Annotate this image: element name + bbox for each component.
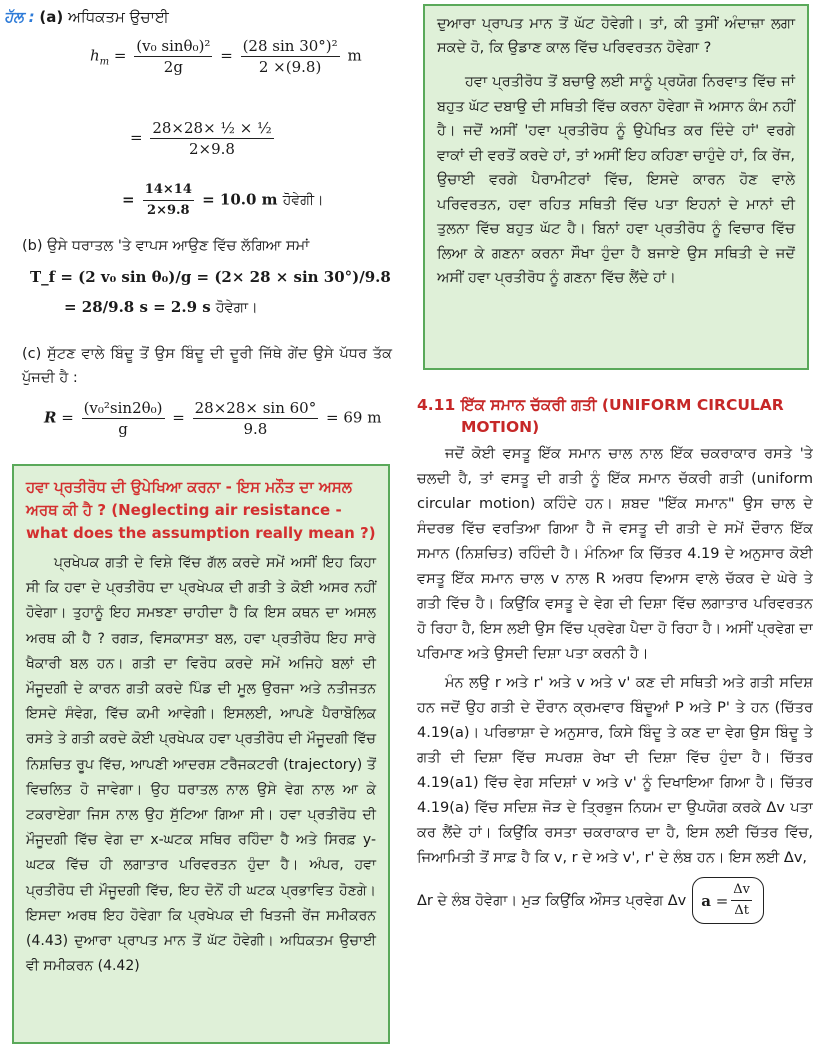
eq1-rhs-num: (28 sin 30°)² — [242, 37, 338, 55]
avg-accel-lhs: a — [701, 891, 711, 910]
eq2-num: 28×28× ½ × ½ — [152, 119, 272, 137]
section-heading — [417, 394, 813, 438]
section-title: ਇੱਕ ਸਮਾਨ ਚੱਕਰੀ ਗਤੀ (UNIFORM CIRCULAR MOTION) — [461, 396, 784, 436]
eq1-rhs-den: 2 ×(9.8) — [258, 58, 322, 76]
equation-3: = $\frac{14\times 14}{2\times 9.8}$ = 10.0 m ਹੋਵੇਗੀ। — [122, 180, 324, 221]
r-frac-lhs — [82, 398, 165, 439]
r-rhs-num: 28×28× sin 60° — [194, 399, 317, 417]
section-para3-text: Δr ਦੇ ਲੰਬ ਹੋਵੇਗਾ। ਮੁੜ ਕਿਉਂਕਿ ਔਸਤ ਪ੍ਰਵੇਗ Δv — [417, 892, 687, 909]
air-resistance-box-left — [12, 464, 390, 1044]
section-4-11 — [417, 394, 813, 924]
hm-symbol: h — [90, 46, 100, 65]
box-right-para2: ਹਵਾ ਪ੍ਰਤੀਰੋਧ ਤੋਂ ਬਚਾਉ ਲਈ ਸਾਨੂੰ ਪ੍ਰਯੋਗ ਨਿਰਵਾਤ ਵਿੱਚ ਜਾਂ ਬਹੁਤ ਘੱਟ ਦਬਾਉ ਦੀ ਸਥਿਤੀ ਵਿੱਚ ਕਰਨਾ ਹੋਵੇਗਾ ਜੋ ਅਸਾਨ ਕੰਮ ਨਹੀਂ ਹੈ। ਜਦੋਂ ਅਸੀਂ 'ਹਵਾ ਪ੍ਰਤੀਰੋਧ ਨੂੰ ਉਪੇਖਿਤ ਕਰ ਦਿੰਦੇ ਹਾਂ' ਵਰਗੇ ਵਾਕਾਂ ਦੀ ਵਰਤੋਂ ਕਰਦੇ ਹਾਂ, ਤਾਂ ਅਸੀਂ ਇਹ ਕਹਿਣਾ ਚਾਹੁੰਦੇ ਹਾਂ, ਕਿ ਰੇਂਜ, ਉਚਾਈ ਵਰਗੇ ਪੈਰਾਮੀਟਰਾਂ ਵਿੱਚ, ਇਸਦੇ ਕਾਰਨ ਹੋਣ ਵਾਲੇ ਪਰਿਵਰਤਨ, ਹਵਾ ਰਹਿਤ ਸਥਿਤੀ ਵਿੱਚ ਪਤਾ ਇਹਨਾਂ ਦੇ ਮਾਨਾਂ ਦੀ ਤੁਲਨਾ ਵਿੱਚ ਬਹੁਤ ਘੱਟ ਹੈ। ਬਿਨਾਂ ਹਵਾ ਪ੍ਰਤੀਰੋਧ ਨੂੰ ਵਿਚਾਰ ਵਿੱਚ ਲਿਆ ਕੇ ਗਣਨਾ ਕਰਨਾ ਸੌਖਾ ਹੁੰਦਾ ਹੈ ਬਜਾਏ ਉਸ ਸਥਿਤੀ ਦੇ ਜਦੋਂ ਅਸੀਂ ਹਵਾ ਪ੍ਰਤੀਰੋਧ ਨੂੰ ਗਣਨਾ ਵਿੱਚ ਲੈਂਦੇ ਹਾਂ। — [437, 74, 795, 286]
part-b-eq1: T_f = (2 v₀ sin θ₀)/g = (2× 28 × sin 30°)/9.8 — [30, 268, 391, 286]
eq3-tail: ਹੋਵੇਗੀ। — [282, 192, 324, 209]
section-para2: ਮੰਨ ਲਉ r ਅਤੇ r' ਅਤੇ v ਅਤੇ v' ਕਣ ਦੀ ਸਥਿਤੀ ਅਤੇ ਗਤੀ ਸਦਿਸ਼ ਹਨ ਜਦੋਂ ਉਹ ਗਤੀ ਦੇ ਦੌਰਾਨ ਕ੍ਰਮਵਾਰ ਬਿੰਦੂਆਂ P ਅਤੇ P' ਤੇ ਹਨ (ਚਿੱਤਰ 4.19(a)। ਪਰਿਭਾਸ਼ਾ ਦੇ ਅਨੁਸਾਰ, ਕਿਸੇ ਬਿੰਦੂ ਤੇ ਕਣ ਦਾ ਵੇਗ ਉਸ ਬਿੰਦੂ ਤੇ ਗਤੀ ਦੀ ਦਿਸ਼ਾ ਵਿੱਚ ਸਪਰਸ਼ ਰੇਖਾ ਦੀ ਦਿਸ਼ਾ ਵਿੱਚ ਹੁੰਦਾ ਹੈ। ਚਿੱਤਰ 4.19(a1) ਵਿੱਚ ਵੇਗ ਸਦਿਸ਼ਾਂ v ਅਤੇ v' ਨੂੰ ਦਿਖਾਇਆ ਗਿਆ ਹੈ। ਚਿੱਤਰ 4.19(a) ਵਿੱਚ ਸਦਿਸ਼ ਜੋੜ ਦੇ ਤ੍ਰਿਭੁਜ ਨਿਯਮ ਦਾ ਉਪਯੋਗ ਕਰਕੇ Δv ਪਤਾ ਕਰ ਲੈਂਦੇ ਹਾਂ। ਕਿਉਂਕਿ ਰਸਤਾ ਚਕਰਾਕਾਰ ਦਾ ਹੈ, ਇਸ ਲਈ ਚਿੱਤਰ ਵਿੱਚ, ਜਿਆਮਿਤੀ ਤੋਂ ਸਾਫ਼ ਹੈ ਕਿ v, r ਦੇ ਅਤੇ v', r' ਦੇ ਲੰਬ ਹਨ। ਇਸ ਲਈ Δv, — [417, 675, 813, 866]
equation-range: R = $\frac{\text{(v₀²sin2θ₀)}}{g}$ = $\frac{28\times 28\times \sin 60^\circ}{9.8}$ = 69 m — [44, 399, 382, 438]
part-a-title: ਅਧਿਕਤਮ ਉਚਾਈ — [67, 8, 169, 26]
solution-heading — [4, 8, 169, 26]
box-left-body: ਪ੍ਰਖੇਪਕ ਗਤੀ ਦੇ ਵਿਸ਼ੇ ਵਿੱਚ ਗੱਲ ਕਰਦੇ ਸਮੇਂ ਅਸੀਂ ਇਹ ਕਿਹਾ ਸੀ ਕਿ ਹਵਾ ਦੇ ਪ੍ਰਤੀਰੋਧ ਦਾ ਪ੍ਰਖੇਪਕ ਦੀ ਗਤੀ ਤੇ ਕੋਈ ਅਸਰ ਨਹੀਂ ਹੋਵੇਗਾ। ਤੁਹਾਨੂੰ ਇਹ ਸਮਝਣਾ ਚਾਹੀਦਾ ਹੈ ਕਿ ਇਸ ਕਥਨ ਦਾ ਅਸਲ ਅਰਥ ਕੀ ਹੈ ? ਰਗੜ, ਵਿਸਕਾਸਤਾ ਬਲ, ਹਵਾ ਪ੍ਰਤੀਰੋਧ ਇਹ ਸਾਰੇ ਖੈਕਾਰੀ ਬਲ ਹਨ। ਗਤੀ ਦਾ ਵਿਰੋਧ ਕਰਦੇ ਸਮੇਂ ਅਜਿਹੇ ਬਲਾਂ ਦੀ ਮੌਜੂਦਗੀ ਦੇ ਕਾਰਨ ਗਤੀ ਕਰਦੇ ਪਿੰਡ ਦੀ ਮੂਲ ਉਰਜਾ ਅਤੇ ਨਤੀਜਤਨ ਇਸਦੇ ਸੰਵੇਗ, ਵਿੱਚ ਕਮੀ ਆਵੇਗੀ। ਇਸਲਈ, ਆਪਣੇ ਪੈਰਾਬੋਲਿਕ ਰਸਤੇ ਤੇ ਗਤੀ ਕਰਦੇ ਕੋਈ ਪ੍ਰਖੇਪਕ ਹਵਾ ਪ੍ਰਤੀਰੋਧ ਦੀ ਮੌਜੂਦਗੀ ਵਿੱਚ ਨਿਸ਼ਚਿਤ ਰੂਪ ਵਿੱਚ, ਆਪਣੀ ਆਦਰਸ਼ ਟਰੈਜਕਟਰੀ (trajectory) ਤੋਂ ਵਿਚਲਿਤ ਹੋ ਜਾਵੇਗਾ। ਉਹ ਧਰਾਤਲ ਨਾਲ ਉਸੇ ਵੇਗ ਨਾਲ ਆ ਕੇ ਟਕਰਾਏਗਾ ਜਿਸ ਨਾਲ ਉਹ ਸੁੱਟਿਆ ਗਿਆ ਸੀ। ਹਵਾ ਪ੍ਰਤੀਰੋਧ ਦੀ ਮੌਜੂਦਗੀ ਵਿੱਚ ਵੇਗ ਦਾ x-ਘਟਕ ਸਥਿਰ ਰਹਿੰਦਾ ਹੈ ਅਤੇ ਸਿਰਫ਼ y-ਘਟਕ ਵਿੱਚ ਹੀ ਲਗਾਤਾਰ ਪਰਿਵਰਤਨ ਹੁੰਦਾ ਹੈ। ਅੰਪਰ, ਹਵਾ ਪ੍ਰਤੀਰੋਧ ਦੀ ਮੌਜੂਦਗੀ ਵਿੱਚ, ਇਹ ਦੋਨੋਂ ਹੀ ਘਟਕ ਪ੍ਰਭਾਵਿਤ ਹੋਣਗੇ। ਇਸਦਾ ਅਰਥ ਇਹ ਹੋਵੇਗਾ ਕਿ ਪ੍ਰਖੇਪਕ ਦੀ ਖਿਤਜੀ ਰੇਂਜ ਸਮੀਕਰਨ (4.43) ਦੁਆਰਾ ਪ੍ਰਾਪਤ ਮਾਨ ਤੋਂ ਘੱਟ ਹੋਵੇਗੀ। ਅਧਿਕਤਮ ਉਚਾਈ ਵੀ ਸਮੀਕਰਨ (4.42) — [26, 555, 376, 975]
section-number: 4.11 — [417, 396, 456, 414]
hm-subscript: m — [99, 56, 110, 68]
r-den: g — [118, 420, 128, 438]
section-para3 — [417, 877, 813, 924]
avg-accel-formula: a = $\frac{\Delta v}{\Delta t}$ — [692, 877, 764, 924]
eq3-frac — [143, 180, 194, 221]
part-b-heading: (b) ਉਸੇ ਧਰਾਤਲ 'ਤੇ ਵਾਪਸ ਆਉਣ ਵਿੱਚ ਲੱਗਿਆ ਸਮਾਂ — [22, 238, 310, 254]
avg-accel-den: Δt — [734, 903, 749, 918]
box-title: ਹਵਾ ਪ੍ਰਤੀਰੋਧ ਦੀ ਉਪੇਖਿਆ ਕਰਨਾ - ਇਸ ਮਨੌਤ ਦਾ ਅਸਲ ਅਰਥ ਕੀ ਹੈ ? (Neglecting air resistance - what does the assumption really mean ?) — [26, 478, 376, 542]
box-right-para1: ਦੁਆਰਾ ਪ੍ਰਾਪਤ ਮਾਨ ਤੋਂ ਘੱਟ ਹੋਵੇਗੀ। ਤਾਂ, ਕੀ ਤੁਸੀਂ ਅੰਦਾਜ਼ਾ ਲਗਾ ਸਕਦੇ ਹੋ, ਕਿ ਉਡਾਣ ਕਾਲ ਵਿੱਚ ਪਰਿਵਰਤਨ ਹੋਵੇਗਾ ? — [437, 16, 795, 56]
part-a-label: (a) — [39, 8, 64, 26]
eq1-unit: m — [347, 46, 362, 65]
eq1-num: (v₀ sinθ₀)² — [136, 37, 211, 55]
r-result: = 69 m — [326, 408, 382, 427]
part-b-eq2: = 28/9.8 s = 2.9 s — [64, 298, 211, 316]
r-num: (v₀²sin2θ₀) — [83, 399, 163, 417]
eq2-frac — [150, 118, 273, 159]
r-symbol: R — [44, 408, 57, 427]
part-b-tail: ਹੋਵੇਗਾ। — [215, 300, 258, 316]
equation-2: = $\frac{\text{28×28× ½ × ½}}{2\times 9.8}$ — [130, 119, 272, 158]
eq2-den: 2×9.8 — [188, 140, 235, 158]
air-resistance-box-right — [423, 4, 809, 370]
part-c-text: (c) ਸੁੱਟਣ ਵਾਲੇ ਬਿੰਦੂ ਤੋਂ ਉਸ ਬਿੰਦੂ ਦੀ ਦੂਰੀ ਜਿੱਥੇ ਗੇਂਦ ਉਸੇ ਪੱਧਰ ਤੱਕ ਪੁੱਜਦੀ ਹੈ : — [22, 346, 392, 386]
avg-accel-frac — [731, 880, 752, 921]
eq1-frac-lhs — [134, 36, 212, 77]
eq1-den: 2g — [163, 58, 183, 76]
equation-hm: $h_m$ = $\frac{\text{(v₀ sinθ₀)²}}{2g}$ = $\frac{\text{(28 sin 30°)²}}{2 \times(9.8)}$ m — [90, 37, 362, 76]
part-b-eq2-line — [64, 297, 258, 316]
avg-accel-num: Δv — [731, 880, 752, 901]
section-para1: ਜਦੋਂ ਕੋਈ ਵਸਤੂ ਇੱਕ ਸਮਾਨ ਚਾਲ ਨਾਲ ਇੱਕ ਚਕਰਾਕਾਰ ਰਸਤੇ 'ਤੇ ਚਲਦੀ ਹੈ, ਤਾਂ ਵਸਤੂ ਦੀ ਗਤੀ ਨੂੰ ਇੱਕ ਸਮਾਨ ਚੱਕਰੀ ਗਤੀ (uniform circular motion) ਕਹਿੰਦੇ ਹਨ। ਸ਼ਬਦ "ਇੱਕ ਸਮਾਨ" ਉਸ ਚਾਲ ਦੇ ਸੰਦਰਭ ਵਿੱਚ ਵਰਤਿਆ ਗਿਆ ਹੈ ਜੋ ਵਸਤੂ ਦੀ ਗਤੀ ਦੇ ਸਮੇਂ ਦੌਰਾਨ ਇੱਕ ਸਮਾਨ (ਨਿਸ਼ਚਿਤ) ਰਹਿੰਦੀ ਹੈ। ਮੰਨਿਆ ਕਿ ਚਿੱਤਰ 4.19 ਦੇ ਅਨੁਸਾਰ ਕੋਈ ਵਸਤੂ ਇੱਕ ਸਮਾਨ ਚਾਲ v ਨਾਲ R ਅਰਧ ਵਿਆਸ ਵਾਲੇ ਚੱਕਰ ਦੇ ਘੇਰੇ ਤੇ ਗਤੀ ਵਿੱਚ ਹੈ। ਕਿਉਂਕਿ ਵਸਤੂ ਦੇ ਵੇਗ ਦੀ ਦਿਸ਼ਾ ਵਿੱਚ ਲਗਾਤਾਰ ਪਰਿਵਰਤਨ ਹੋ ਰਿਹਾ ਹੈ, ਇਸ ਲਈ ਉਸ ਵਿੱਚ ਪ੍ਰਵੇਗ ਪੈਦਾ ਹੋ ਰਿਹਾ ਹੈ। ਅਸੀਂ ਪ੍ਰਵੇਗ ਦਾ ਪਰਿਮਾਣ ਅਤੇ ਉਸਦੀ ਦਿਸ਼ਾ ਪਤਾ ਕਰਨੀ ਹੈ। — [417, 446, 813, 662]
eq3-result: = 10.0 m — [202, 190, 278, 209]
eq3-den: 2×9.8 — [147, 203, 190, 218]
eq1-frac-rhs — [241, 36, 340, 77]
eq3-num: 14×14 — [143, 180, 194, 201]
r-rhs-den: 9.8 — [243, 420, 268, 438]
solution-label: ਹੱਲ : — [4, 8, 35, 26]
r-frac-rhs — [193, 398, 319, 439]
